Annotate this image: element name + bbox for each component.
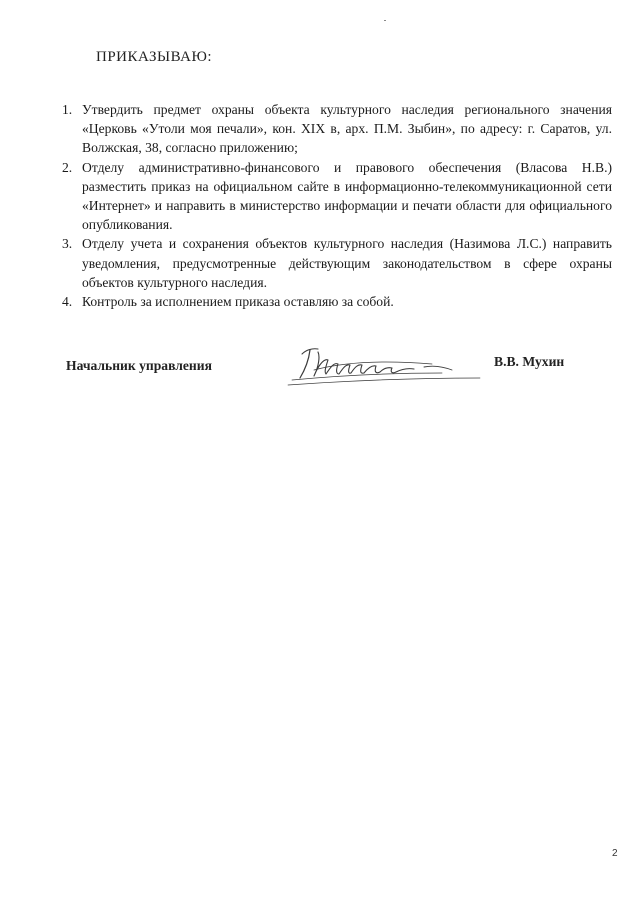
order-item-2 bbox=[62, 158, 612, 235]
item-text: Контроль за исполнением приказа оставляю за собой. bbox=[82, 294, 394, 310]
item-number: 4. bbox=[62, 294, 73, 310]
signatory-name: В.В. Мухин bbox=[494, 354, 565, 369]
order-item-1 bbox=[62, 100, 612, 158]
item-text: Отделу административно-финансового и правового обеспечения (Власова Н.В.) разместить приказ на официальном сайте в информационно-телекоммуникационной сети «Интернет» и направить в министерство информации и печати области для официального опубликования. bbox=[82, 159, 612, 233]
handwritten-signature bbox=[284, 340, 484, 388]
signature-block bbox=[0, 340, 640, 390]
item-text: Отделу учета и сохранения объектов культурного наследия (Назимова Л.С.) направить уведомления, предусмотренные действующим законодательством в сфере охраны объектов культурного наследия. bbox=[82, 236, 612, 290]
page-number: 2 bbox=[612, 848, 618, 859]
item-number: 3. bbox=[62, 236, 73, 252]
order-item-3 bbox=[62, 234, 612, 292]
order-item-4 bbox=[62, 292, 612, 311]
order-items-list bbox=[62, 100, 612, 311]
scan-speck bbox=[384, 20, 386, 21]
item-text: Утвердить предмет охраны объекта культурного наследия регионального значения «Церковь «Утоли моя печали», кон. XIX в, арх. П.М. Зыбин», по адресу: г. Саратов, ул. Волжская, 38, согласно приложению; bbox=[82, 102, 612, 156]
item-number: 2. bbox=[62, 159, 73, 175]
order-heading: ПРИКАЗЫВАЮ: bbox=[96, 49, 213, 65]
item-number: 1. bbox=[62, 102, 73, 117]
signatory-title: Начальник управления bbox=[66, 358, 212, 373]
